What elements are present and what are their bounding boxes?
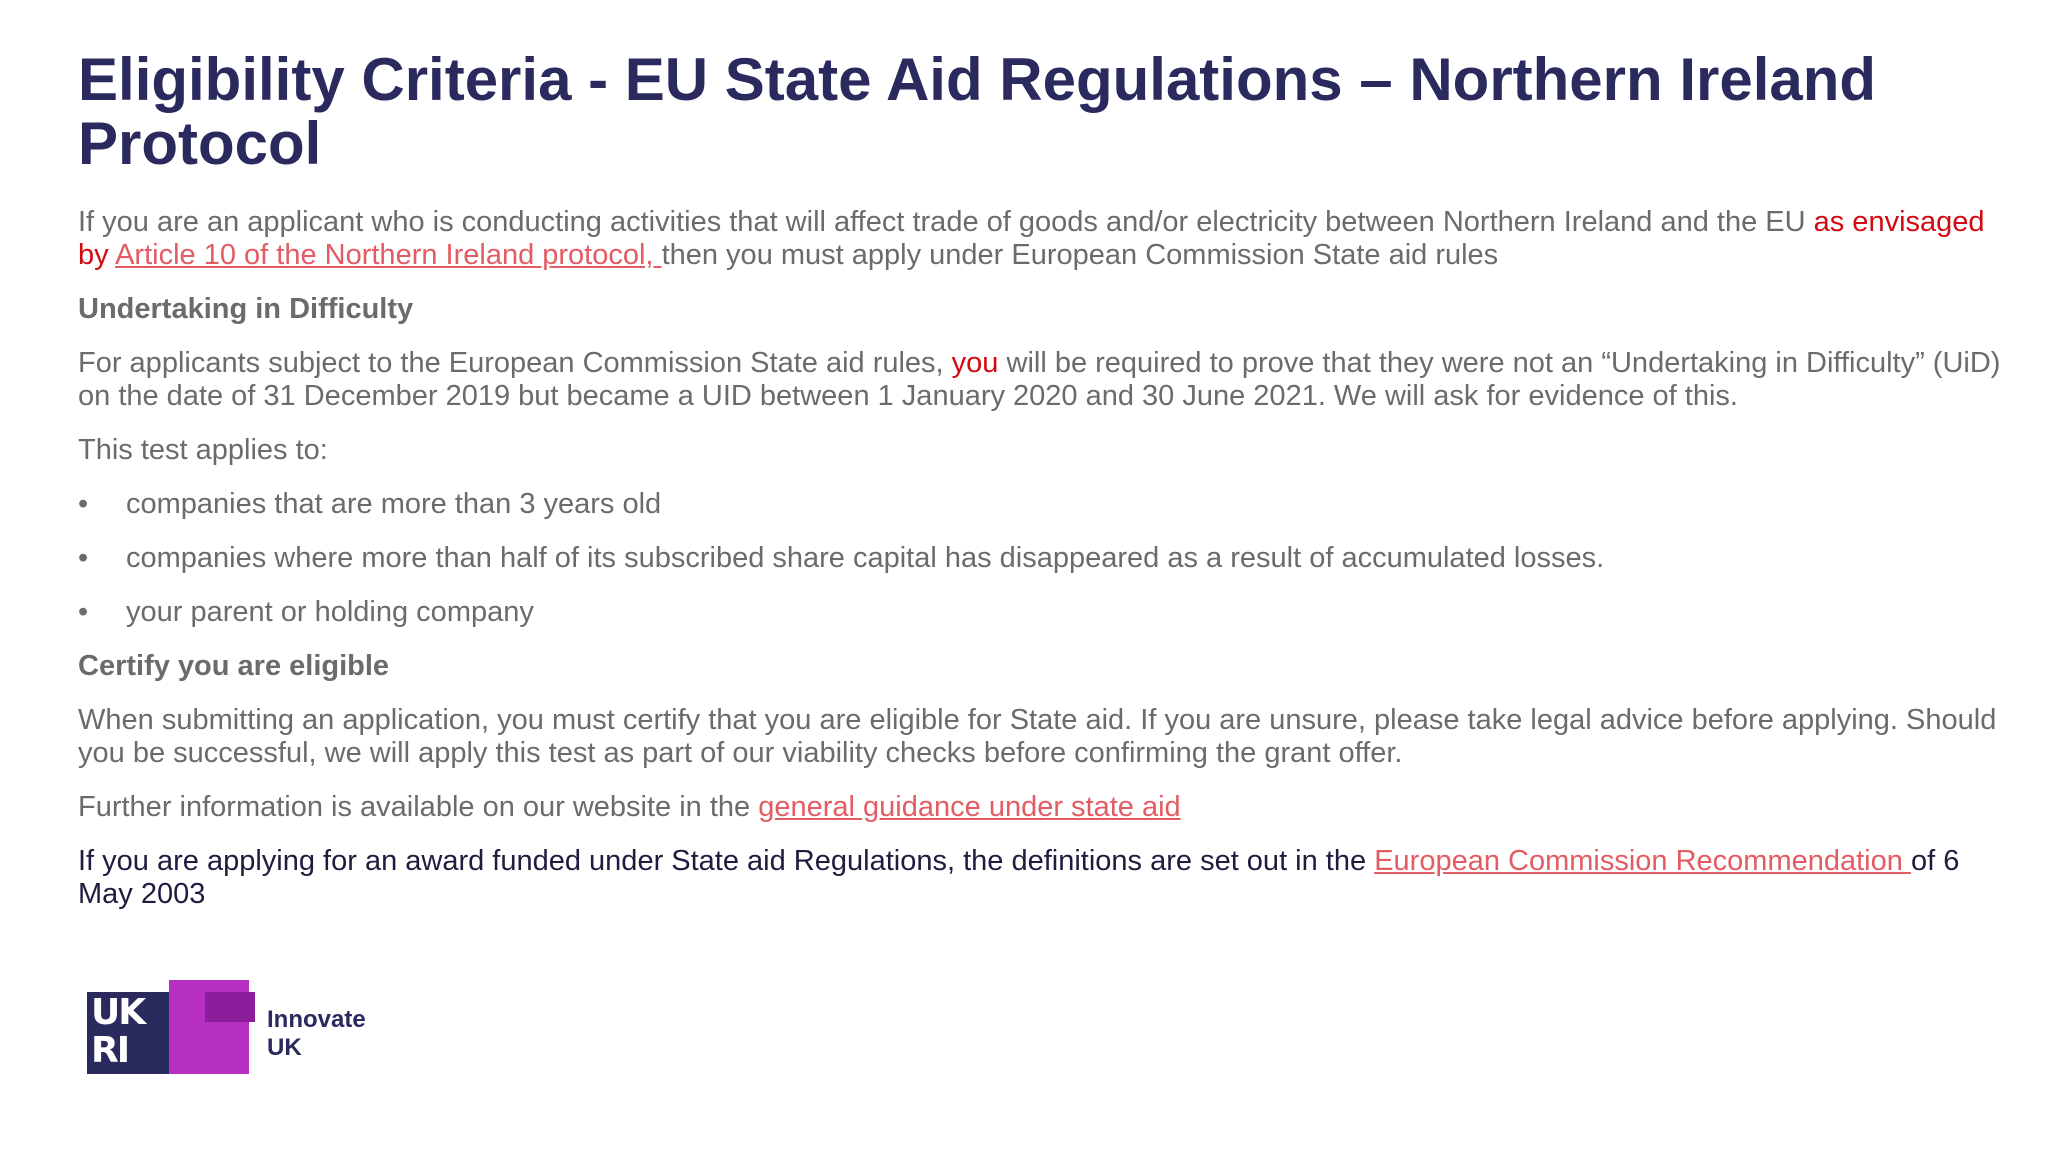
intro-red-text: as envisaged by xyxy=(78,206,1985,271)
intro-text-start: If you are an applicant who is conducting activities that will affect trade of goods and/or electricity between Northern Ireland and the EU xyxy=(78,206,1814,238)
innovate-uk-wordmark xyxy=(267,1006,366,1062)
article-10-link[interactable]: Article 10 of the Northern Ireland protocol, xyxy=(115,239,662,271)
uid-heading: Undertaking in Difficulty xyxy=(78,293,414,325)
list-item xyxy=(78,488,2008,521)
ec-recommendation-link[interactable]: European Commission Recommendation xyxy=(1374,845,1911,877)
definitions-text-start: If you are applying for an award funded under State aid Regulations, the definitions are set out in the xyxy=(78,845,1375,877)
ukri-logo-text xyxy=(91,994,144,1070)
definitions-paragraph xyxy=(78,845,2008,911)
slide xyxy=(78,48,2008,932)
list-item-text: companies where more than half of its subscribed share capital has disappeared as a result of accumulated losses. xyxy=(126,542,1605,574)
page-title: Eligibility Criteria - EU State Aid Regulations – Northern Ireland Protocol xyxy=(78,46,1877,177)
list-item-text: companies that are more than 3 years old xyxy=(126,488,662,520)
ukri-purple-block xyxy=(205,992,255,1022)
slide-content xyxy=(78,206,2008,911)
definitions-text-end: of 6 May 2003 xyxy=(78,845,1960,910)
brand-line-uk: UK xyxy=(267,1034,302,1061)
bullet-icon: • xyxy=(78,542,89,574)
further-info-text: Further information is available on our website in the xyxy=(78,791,759,823)
ukri-logo-mark xyxy=(87,980,251,1072)
certify-paragraph: When submitting an application, you must certify that you are eligible for State aid. If you are unsure, please take legal advice before applying. Should you be successful, we will apply this test as part of our viability checks before confirming the grant offer. xyxy=(78,704,1997,769)
intro-paragraph xyxy=(78,206,2008,272)
ukri-line-ri: RI xyxy=(91,1030,129,1071)
further-info-paragraph xyxy=(78,791,2008,824)
list-item xyxy=(78,542,2008,575)
criteria-list xyxy=(78,488,2008,629)
certify-heading: Certify you are eligible xyxy=(78,650,390,682)
uid-text-end: will be required to prove that they were not an “Undertaking in Difficulty” (UiD) on the date of 31 December 2019 but became a UID between 1 January 2020 and 30 June 2021. We will ask for evidence of this. xyxy=(78,347,2001,412)
list-item-text: your parent or holding company xyxy=(126,596,534,628)
brand-line-innovate: Innovate xyxy=(267,1006,366,1033)
intro-text-end: then you must apply under European Commission State aid rules xyxy=(661,239,1499,271)
bullet-icon: • xyxy=(78,488,89,520)
innovate-uk-logo xyxy=(87,980,387,1080)
uid-red-you: you xyxy=(951,347,999,379)
list-item xyxy=(78,596,2008,629)
ukri-line-uk: UK xyxy=(91,992,145,1033)
ukri-navy-block xyxy=(87,992,169,1074)
bullet-icon: • xyxy=(78,596,89,628)
uid-paragraph xyxy=(78,347,2008,413)
state-aid-guidance-link[interactable]: general guidance under state aid xyxy=(758,791,1181,823)
applies-intro: This test applies to: xyxy=(78,434,328,466)
uid-text-start: For applicants subject to the European Commission State aid rules, xyxy=(78,347,952,379)
